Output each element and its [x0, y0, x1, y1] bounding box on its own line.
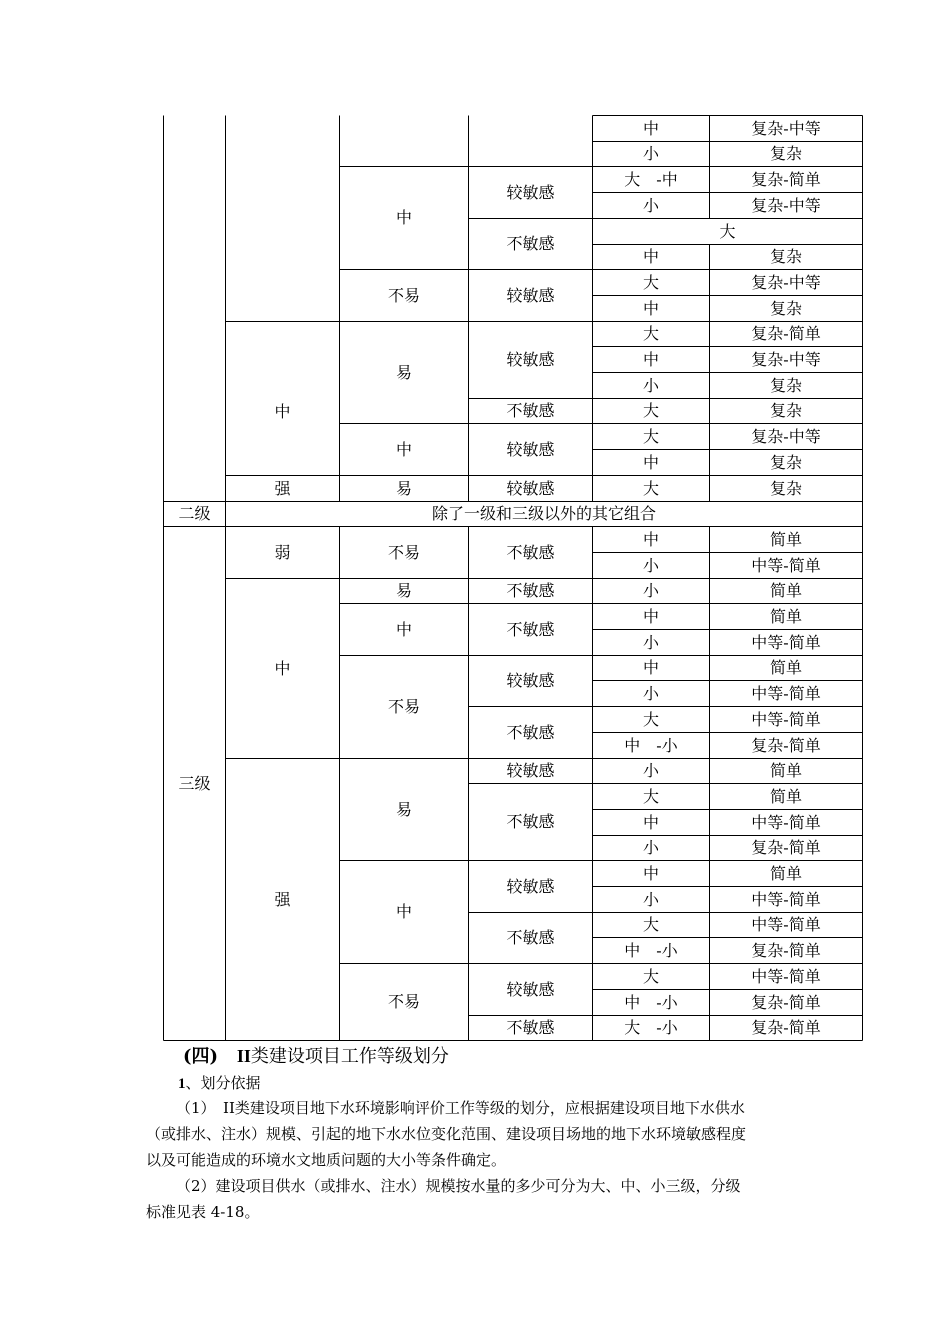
- scale-cell: 小: [642, 144, 659, 163]
- complexity-cell: 复杂-简单: [751, 940, 821, 960]
- scale-cell: 大: [642, 709, 659, 729]
- complexity-cell: 复杂: [769, 375, 802, 395]
- col3-cell: 易: [395, 581, 412, 600]
- scale-cell: 中: [642, 812, 659, 832]
- complexity-cell: 中等-简单: [751, 709, 821, 729]
- scale-cell: 中: [642, 863, 659, 883]
- complexity-cell: 简单: [769, 761, 802, 780]
- scale-cell: 大: [642, 478, 659, 498]
- complexity-cell: 中等-简单: [751, 632, 821, 652]
- complexity-cell: 复杂: [769, 452, 802, 472]
- complexity-cell: 复杂-中等: [751, 426, 821, 446]
- complexity-cell: 复杂-简单: [751, 169, 821, 189]
- complexity-cell: 中等-简单: [751, 915, 821, 934]
- scale-cell: 小: [642, 761, 659, 780]
- scale-cell: 中: [642, 118, 659, 138]
- sensitivity-cell: 不敏感: [506, 812, 555, 831]
- sensitivity-cell: 较敏感: [506, 439, 555, 459]
- sensitivity-cell: 不敏感: [506, 722, 555, 742]
- section-heading: [183, 1042, 449, 1068]
- complexity-cell: 简单: [769, 581, 802, 600]
- paragraph-line: （或排水、注水）规模、引起的地下水水位变化范围、建设项目场地的地下水环境敏感程度: [146, 1125, 747, 1143]
- scale-cell: 小: [642, 683, 659, 703]
- sensitivity-cell: 较敏感: [506, 979, 555, 999]
- section-roman: II: [236, 1046, 251, 1066]
- grade-cell: 三级: [178, 773, 211, 793]
- paragraph-2: [146, 1173, 818, 1225]
- scale-cell: 大: [642, 426, 659, 446]
- complexity-cell: 复杂-简单: [751, 992, 821, 1012]
- scale-cell: 大: [642, 272, 659, 292]
- col3-cell: 易: [395, 799, 412, 819]
- scale-cell: 小: [642, 555, 659, 575]
- col3-cell: 易: [395, 362, 412, 382]
- scale-cell: 大: [642, 324, 659, 343]
- sensitivity-cell: 不敏感: [506, 928, 555, 947]
- sensitivity-cell: 不敏感: [506, 234, 555, 253]
- scale-cell: 中: [642, 349, 659, 369]
- merged-note-cell: 除了一级和三级以外的其它组合: [431, 504, 656, 523]
- scale-cell: 中 -小: [624, 735, 678, 755]
- complexity-cell: 中等-简单: [751, 966, 821, 986]
- scale-cell: 中: [642, 298, 659, 318]
- scale-cell: 中 -小: [624, 940, 678, 960]
- paragraph-line: 标准见表 4-18。: [146, 1203, 260, 1221]
- complexity-cell: 复杂-简单: [751, 324, 821, 343]
- scale-cell: 小: [642, 838, 659, 857]
- complexity-cell: 复杂: [769, 478, 802, 498]
- scale-cell: 小: [642, 889, 659, 909]
- subsection-number: 1: [178, 1076, 186, 1092]
- col2-cell: 弱: [274, 542, 291, 562]
- sensitivity-cell: 较敏感: [506, 671, 555, 690]
- sensitivity-cell: 不敏感: [506, 619, 555, 639]
- sensitivity-cell: 不敏感: [506, 581, 555, 600]
- scale-cell: 大 -中: [624, 169, 678, 189]
- sensitivity-cell: 不敏感: [506, 1018, 555, 1037]
- col3-cell: 易: [395, 478, 412, 498]
- col3-cell: 中: [395, 902, 412, 921]
- scale-cell: 中: [642, 606, 659, 626]
- scale-cell: 中: [642, 529, 659, 549]
- col3-cell: 中: [395, 619, 412, 639]
- sensitivity-cell: 较敏感: [506, 761, 555, 780]
- col2-cell: 强: [274, 478, 291, 498]
- col3-cell: 中: [395, 439, 412, 459]
- complexity-cell: 简单: [769, 529, 802, 549]
- scale-cell: 小: [642, 375, 659, 395]
- complexity-cell: 复杂: [769, 144, 802, 163]
- sensitivity-cell: 不敏感: [506, 401, 555, 420]
- col3-cell: 中: [395, 208, 412, 227]
- scale-cell: 大: [642, 401, 659, 420]
- complexity-cell: 复杂-中等: [751, 349, 821, 369]
- scale-cell: 中: [642, 452, 659, 472]
- col2-cell: 中: [274, 658, 291, 678]
- complexity-cell: 简单: [769, 786, 802, 806]
- col3-cell: 不易: [387, 285, 420, 305]
- scale-cell: 中 -小: [624, 992, 678, 1012]
- complexity-cell: 复杂-中等: [751, 118, 821, 138]
- complexity-cell: 中等-简单: [751, 683, 821, 703]
- complexity-cell: 简单: [769, 863, 802, 883]
- complexity-cell: 简单: [769, 658, 802, 677]
- scale-cell: 小: [642, 581, 659, 600]
- scale-cell: 大 -小: [624, 1018, 678, 1037]
- col2-cell: 强: [274, 889, 291, 909]
- scale-cell: 大: [642, 966, 659, 986]
- sensitivity-cell: 不敏感: [506, 542, 555, 562]
- paragraph-line: 以及可能造成的环境水文地质问题的大小等条件确定。: [146, 1151, 507, 1169]
- scale-cell: 中: [642, 658, 659, 677]
- col3-cell: 不易: [387, 542, 420, 562]
- paragraph-1: [146, 1095, 818, 1173]
- complexity-cell: 复杂: [769, 247, 802, 266]
- col3-cell: 不易: [387, 992, 420, 1011]
- sensitivity-cell: 较敏感: [506, 876, 555, 896]
- scale-cell: 中: [642, 247, 659, 266]
- complexity-cell: 复杂-中等: [751, 272, 821, 292]
- complexity-cell: 复杂: [769, 401, 802, 420]
- complexity-cell: 复杂: [769, 298, 802, 318]
- section-title: 类建设项目工作等级划分: [250, 1046, 449, 1067]
- sensitivity-cell: 较敏感: [506, 478, 555, 498]
- sensitivity-cell: 较敏感: [506, 350, 555, 369]
- sensitivity-cell: 较敏感: [506, 182, 555, 202]
- scale-cell: 小: [642, 632, 659, 652]
- col2-cell: 中: [274, 401, 291, 421]
- complexity-cell: 复杂-中等: [751, 195, 821, 215]
- subsection-title: 、划分依据: [185, 1074, 261, 1092]
- paragraph-line: （2）建设项目供水（或排水、注水）规模按水量的多少可分为大、中、小三级，分级: [176, 1177, 741, 1195]
- sensitivity-cell: 较敏感: [506, 285, 555, 305]
- scale-cell: 小: [642, 195, 659, 215]
- paragraph-line: （1） II类建设项目地下水环境影响评价工作等级的划分，应根据建设项目地下水供水: [176, 1099, 745, 1117]
- scale-cell: 大: [642, 786, 659, 806]
- merged-scale-cell: 大: [719, 221, 736, 241]
- complexity-cell: 复杂-简单: [751, 838, 821, 857]
- complexity-cell: 中等-简单: [751, 812, 821, 832]
- complexity-cell: 简单: [769, 606, 802, 626]
- scale-cell: 大: [642, 915, 659, 934]
- subsection-heading: [178, 1072, 261, 1093]
- complexity-cell: 复杂-简单: [751, 735, 821, 755]
- grade-cell: 二级: [178, 504, 211, 523]
- complexity-cell: 复杂-简单: [751, 1018, 821, 1037]
- col3-cell: 不易: [387, 697, 420, 716]
- complexity-cell: 中等-简单: [751, 555, 821, 575]
- complexity-cell: 中等-简单: [751, 889, 821, 909]
- section-number: (四): [183, 1046, 219, 1067]
